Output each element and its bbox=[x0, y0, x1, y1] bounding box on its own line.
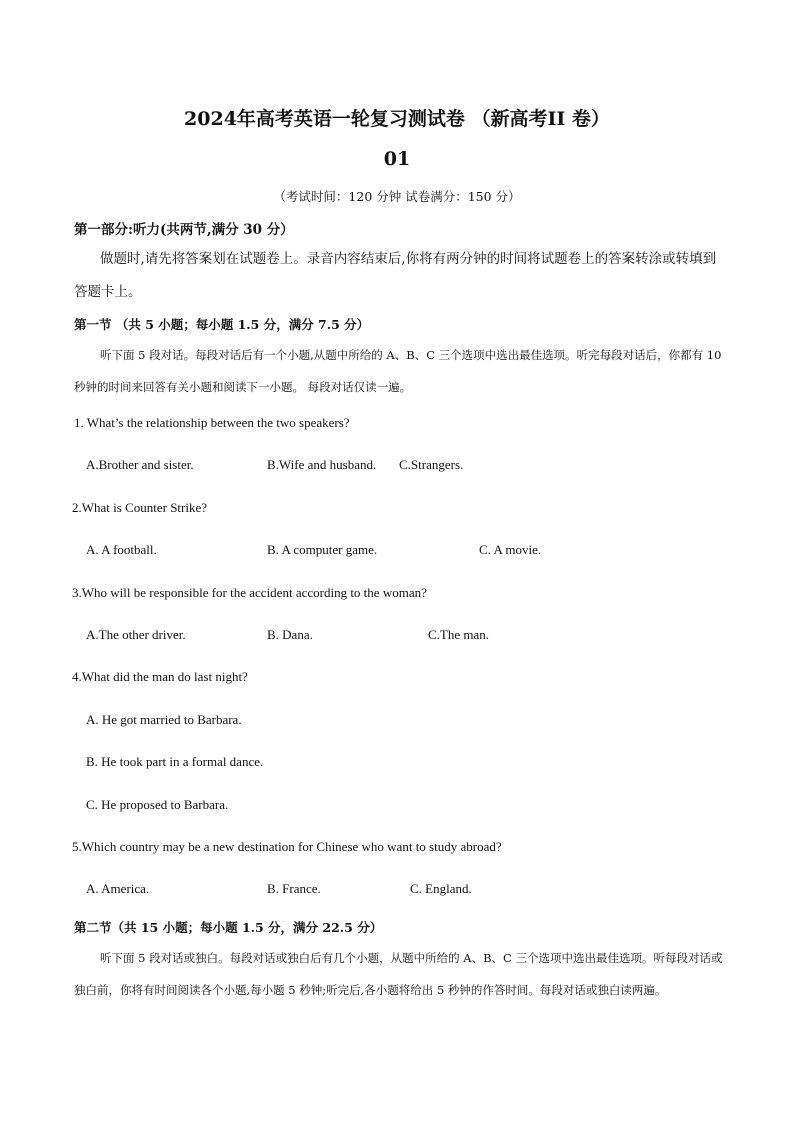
question-3: 3.Who will be responsible for the accident according to the woman? bbox=[72, 585, 427, 600]
page-title: 2024年高考英语一轮复习测试卷 （新高考II 卷） bbox=[184, 108, 610, 130]
paper-number: 01 bbox=[383, 148, 411, 170]
question-5: 5.Which country may be a new destination for Chinese who want to study abroad? bbox=[72, 839, 502, 854]
section1-instructions: 听下面 5 段对话。每段对话后有一个小题,从题中所给的 A、B、C 三个选项中选出最佳选项。听完每段对话后，你都有 10 秒钟的时间来回答有关小题和阅读下一小题。 每段对话仅读一遍。 bbox=[74, 348, 722, 394]
question-1: 1. What’s the relationship between the two speakers? bbox=[74, 415, 350, 430]
question-2-option-b: B. A computer game. bbox=[267, 542, 378, 557]
question-1-option-a: A.Brother and sister. bbox=[86, 457, 194, 472]
question-3-option-c: C.The man. bbox=[428, 627, 490, 642]
question-1-option-c: C.Strangers. bbox=[399, 457, 464, 472]
question-4: 4.What did the man do last night? bbox=[72, 669, 248, 684]
section2-instructions: 听下面 5 段对话或独白。每段对话或独白后有几个小题，从题中所给的 A、B、C 三个选项中选出最佳选项。听每段对话或独白前，你将有时间阅读各个小题,每小题 5 秒钟;听完后,各小题将给出 5 秒钟的作答时间。每段对话或独白读两遍。 bbox=[74, 951, 723, 997]
question-4-option-c: C. He proposed to Barbara. bbox=[86, 797, 229, 812]
question-5-option-a: A. America. bbox=[86, 881, 150, 896]
question-5-option-b: B. France. bbox=[267, 881, 321, 896]
exam-info: （考试时间：120 分钟 试卷满分：150 分） bbox=[273, 189, 521, 204]
part1-instructions: 做题时,请先将答案划在试题卷上。录音内容结束后,你将有两分钟的时间将试题卷上的答案转涂或转填到答题卡上。 bbox=[74, 251, 717, 300]
question-1-option-b: B.Wife and husband. bbox=[267, 457, 377, 472]
question-3-option-a: A.The other driver. bbox=[86, 627, 186, 642]
question-4-option-b: B. He took part in a formal dance. bbox=[86, 754, 264, 769]
section2-heading: 第二节（共 15 小题；每小题 1.5 分，满分 22.5 分） bbox=[74, 920, 383, 935]
question-2-option-c: C. A movie. bbox=[479, 542, 542, 557]
question-3-option-b: B. Dana. bbox=[267, 627, 313, 642]
question-4-option-a: A. He got married to Barbara. bbox=[86, 712, 242, 727]
part1-heading: 第一部分:听力(共两节,满分 30 分） bbox=[74, 222, 294, 238]
section1-heading: 第一节 （共 5 小题；每小题 1.5 分，满分 7.5 分） bbox=[74, 317, 370, 332]
question-2: 2.What is Counter Strike? bbox=[72, 500, 208, 515]
question-5-option-c: C. England. bbox=[410, 881, 472, 896]
question-2-option-a: A. A football. bbox=[86, 542, 157, 557]
